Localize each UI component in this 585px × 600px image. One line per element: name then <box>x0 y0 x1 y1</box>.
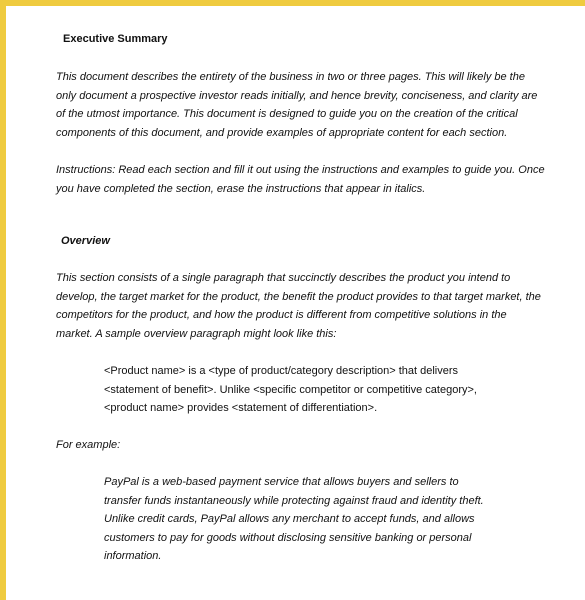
for-example-label: For example: <box>56 439 121 451</box>
text-line: Instructions: Read each section and fill it out using the instructions and examples to guide you. Once <box>56 164 545 176</box>
text-line: components of this document, and provide examples of appropriate content for each section. <box>56 126 508 139</box>
instructions-paragraph <box>56 161 576 198</box>
text-line: information. <box>104 550 162 562</box>
overview-paragraph <box>56 269 576 343</box>
text-line: Unlike credit cards, PayPal allows any merchant to accept funds, and allows <box>104 513 475 525</box>
text-line: <product name> provides <statement of differentiation>. <box>104 402 378 414</box>
text-line: <statement of benefit>. Unlike <specific competitor or competitive category>, <box>104 383 477 396</box>
text-line: only document a prospective investor reads initially, and hence brevity, conciseness, and clarity are <box>56 89 538 102</box>
text-line: PayPal is a web-based payment service that allows buyers and sellers to <box>104 476 459 488</box>
text-line: of the utmost importance. This document is designed to guide you on the creation of the critical <box>56 108 518 120</box>
text-line: market. A sample overview paragraph might look like this: <box>56 327 337 340</box>
page-bottom-fade <box>6 574 585 600</box>
text-line: transfer funds instantaneously while protecting against fraud and identity theft. <box>104 494 484 507</box>
document-page <box>6 6 585 600</box>
executive-summary-paragraph <box>56 68 576 142</box>
text-line: you have completed the section, erase the instructions that appear in italics. <box>56 182 426 195</box>
text-line: <Product name> is a <type of product/category description> that delivers <box>104 365 459 377</box>
text-line: This section consists of a single paragraph that succinctly describes the product you intend to <box>56 272 511 284</box>
overview-heading: Overview <box>61 235 110 247</box>
text-line: develop, the target market for the product, the benefit the product provides to that target market, the <box>56 290 541 303</box>
example-block <box>104 473 544 566</box>
sample-template-block <box>104 362 544 418</box>
text-line: This document describes the entirety of the business in two or three pages. This will likely be the <box>56 71 525 83</box>
text-line: customers to pay for goods without disclosing sensitive banking or personal <box>104 531 472 544</box>
text-line: competitors for the product, and how the product is different from competitive solutions in the <box>56 309 507 321</box>
executive-summary-heading: Executive Summary <box>63 33 168 45</box>
